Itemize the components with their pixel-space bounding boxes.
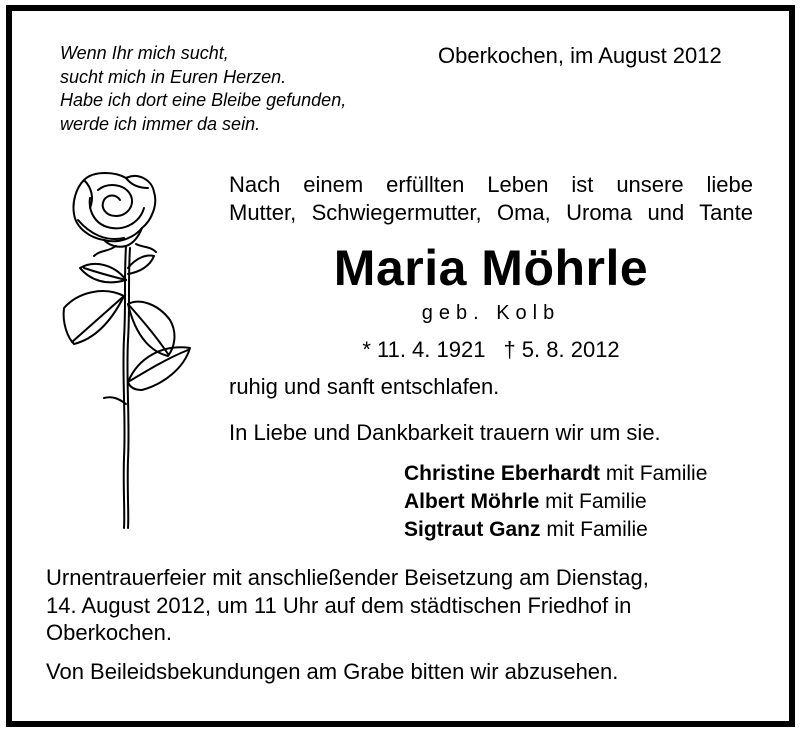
- ceremony-info: [46, 564, 649, 647]
- mourner-suffix: mit Familie: [539, 490, 647, 513]
- poem-line: werde ich immer da sein.: [60, 113, 261, 134]
- poem: [60, 42, 346, 136]
- mourner-row: [404, 488, 707, 516]
- rose-icon: [54, 168, 204, 532]
- mourner-row: [404, 460, 707, 488]
- deceased-name: Maria Möhrle: [333, 240, 649, 296]
- poem-line: Habe ich dort eine Bleibe gefunden,: [60, 90, 347, 110]
- ceremony-line: Urnentrauerfeier mit anschließender Beisetzung am Dienstag,: [46, 565, 649, 590]
- death-date: † 5. 8. 2012: [503, 337, 620, 362]
- mourning-line: In Liebe und Dankbarkeit trauern wir um sie.: [229, 420, 661, 445]
- mourner-row: [404, 516, 707, 544]
- intro-line: Nach einem erfüllten Leben ist unsere liebe: [229, 172, 753, 197]
- poem-line: Wenn Ihr mich sucht,: [60, 43, 229, 63]
- mourner-name: Albert Möhrle: [404, 490, 540, 513]
- poem-line: sucht mich in Euren Herzen.: [60, 66, 287, 87]
- mourner-name: Sigtraut Ganz: [404, 518, 541, 541]
- mourners-list: [404, 460, 707, 544]
- life-dates: [230, 337, 752, 363]
- condolence-notice: Von Beileidsbekundungen am Grabe bitten wir abzusehen.: [46, 659, 619, 684]
- mourner-suffix: mit Familie: [540, 518, 648, 541]
- rest-line: ruhig und sanft entschlafen.: [229, 374, 500, 399]
- place-date: Oberkochen, im August 2012: [438, 43, 722, 68]
- mourner-name: Christine Eberhardt: [404, 462, 601, 485]
- mourner-suffix: mit Familie: [600, 462, 708, 485]
- ceremony-line: Oberkochen.: [46, 620, 172, 645]
- intro-text: [229, 171, 753, 227]
- birth-date: * 11. 4. 1921: [362, 337, 486, 362]
- ceremony-line: 14. August 2012, um 11 Uhr auf dem städtischen Friedhof in: [46, 592, 632, 618]
- maiden-name: geb. Kolb: [421, 302, 561, 324]
- intro-line: Mutter, Schwiegermutter, Oma, Uroma und Tante: [229, 200, 753, 225]
